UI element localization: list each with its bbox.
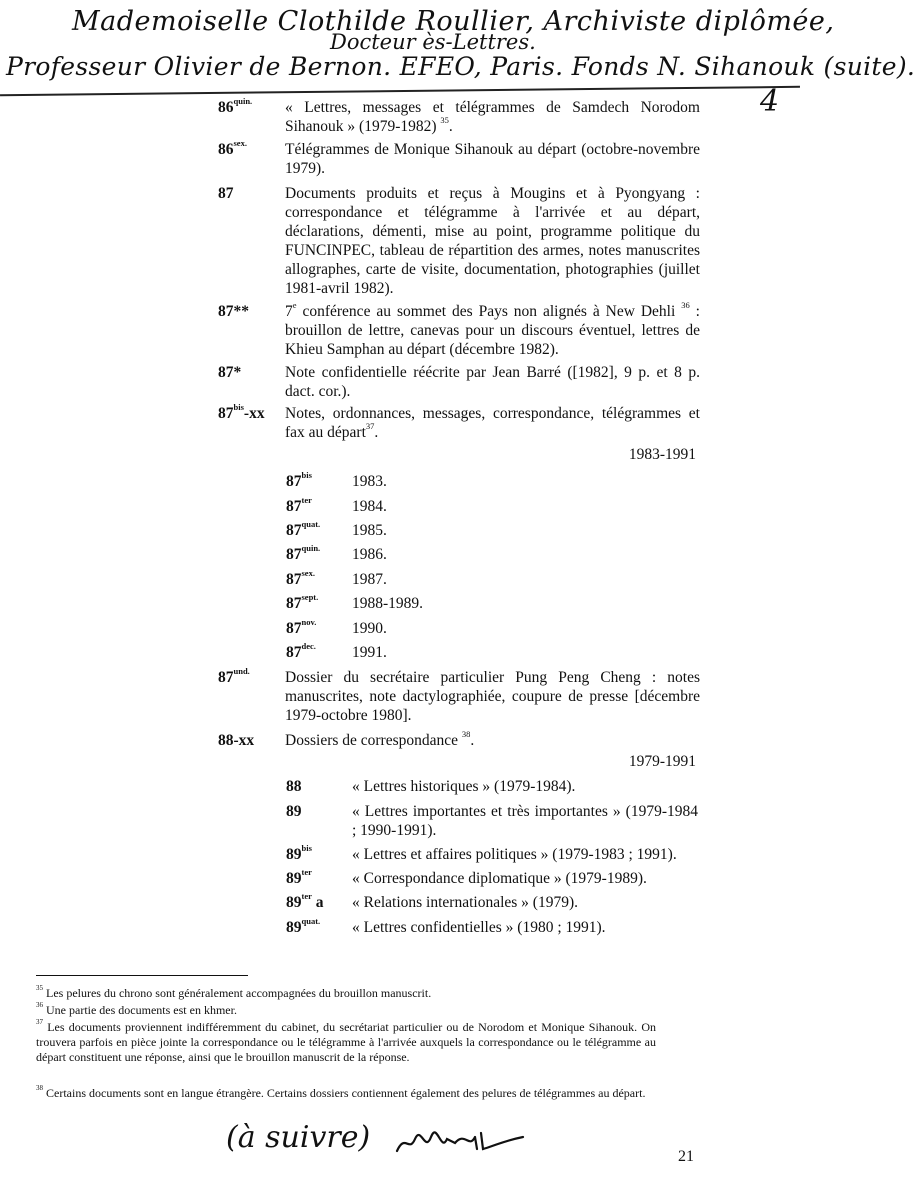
handwritten-page-mark: 4 [760,84,780,119]
footnote-37: $^{37}$ Les documents proviennent indifféremment du cabinet, du secrétariat particulier ou de Norodom et Monique Sihanouk. On trouvera parfois en pièce jointe la correspondance ou le télégramme à l'arrivée auxquels la correspondance ou le télégramme au départ constituent une réponse, ainsi que le brouillon manuscrit de la réponse. [36,1018,656,1064]
date-range-1979-1991: 1979-1991 [628,753,696,770]
footnote-35: $^{35}$ Les pelures du chrono sont généralement accompagnées du brouillon manuscrit. [36,984,432,1000]
footnote-36: $^{36}$ Une partie des documents est en khmer. [36,1001,237,1017]
handwritten-header-line2: Docteur ès-Lettres. [330,30,536,54]
handwritten-header-line1: Mademoiselle Clothilde Roullier, Archiviste diplômée, [72,6,835,37]
header-rule [0,86,800,96]
date-range-1983-1991: 1983-1991 [628,446,696,463]
handwritten-a-suivre: (à suivre) [226,1120,371,1155]
handwritten-header-line3: Professeur Olivier de Bernon. EFEO, Paris. Fonds N. Sihanouk (suite). [6,52,915,81]
page-number: 21 [678,1148,694,1165]
footnote-38: $^{38}$ Certains documents sont en langue étrangère. Certains dossiers contiennent également des pelures de télégrammes au départ. [36,1084,646,1100]
footnote-rule [36,975,248,976]
signature-scrawl-icon [395,1123,525,1159]
